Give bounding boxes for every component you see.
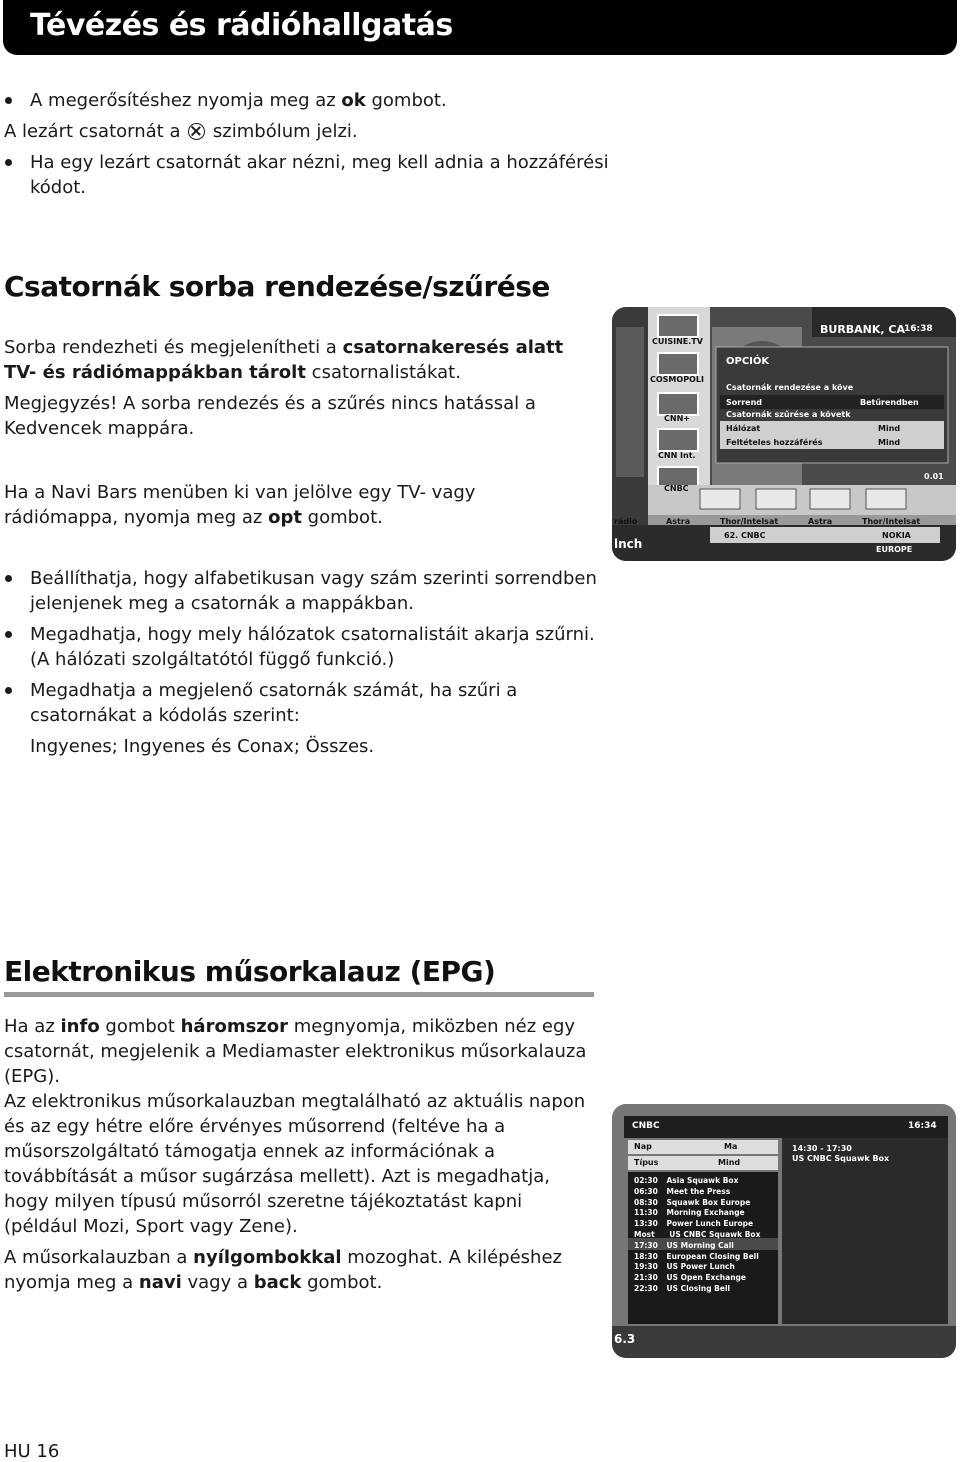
satellite-label: Astra bbox=[666, 517, 691, 526]
sort-bullet-network: Megadhatja, hogy mely hálózatok csatornalistáit akarja szűrni. (A hálózati szolgáltatótól függő funkció.) bbox=[4, 622, 604, 672]
channel-label: CNN+ bbox=[664, 414, 690, 423]
menu-row-value: Mind bbox=[878, 438, 901, 447]
sort-bullets bbox=[4, 566, 604, 759]
navi-paragraph: Ha a Navi Bars menüben ki van jelölve egy TV- vagy rádiómappa, nyomja meg az opt gombot. bbox=[4, 482, 476, 528]
menu-title: OPCIÓK bbox=[726, 356, 770, 367]
intro-bullet-locked: Ha egy lezárt csatornát akar nézni, meg kell adnia a hozzáférési kódot. bbox=[4, 150, 614, 200]
epg-bottom-partial: 6.3 bbox=[614, 1332, 636, 1346]
menu-row-label: Feltételes hozzáférés bbox=[726, 438, 823, 447]
menu-row-label: Csatornák szűrése a követk bbox=[726, 410, 851, 419]
epg-clock: 16:34 bbox=[908, 1121, 937, 1131]
list-item[interactable]: 11:30 Morning Exchange bbox=[634, 1208, 745, 1218]
list-item[interactable]: 19:30 US Power Lunch bbox=[634, 1262, 735, 1272]
channel-label: CUISINE.TV bbox=[652, 337, 703, 346]
location-label: BURBANK, CA bbox=[820, 323, 906, 336]
menu-row-label: Sorrend bbox=[726, 398, 762, 407]
clock-label: 16:38 bbox=[904, 324, 933, 334]
list-item[interactable]: 22:30 US Closing Bell bbox=[634, 1283, 731, 1293]
brand-label: NOKIA bbox=[882, 531, 911, 540]
list-item[interactable]: 08:30 Squawk Box Europe bbox=[634, 1197, 751, 1207]
list-item-current[interactable]: Most US CNBC Squawk Box bbox=[634, 1229, 761, 1239]
menu-row-value: Mind bbox=[878, 424, 901, 433]
sort-paragraph: Sorba rendezheti és megjelenítheti a csatornakeresés alatt TV- és rádiómappákban tárolt csatornalistákat. bbox=[4, 337, 564, 383]
menu-row-label: Csatornák rendezése a köve bbox=[726, 383, 854, 392]
list-item[interactable]: 02:30 Asia Squawk Box bbox=[634, 1176, 739, 1185]
radio-folder-label: rádio bbox=[614, 517, 638, 526]
satellite-label: Thor/Intelsat bbox=[862, 517, 921, 526]
epg-text-block bbox=[4, 1014, 596, 1295]
locked-note: A lezárt csatornát a szimbólum jelzi. bbox=[4, 121, 358, 142]
satellite-label: Thor/Intelsat bbox=[720, 517, 779, 526]
list-item[interactable]: 13:30 Power Lunch Europe bbox=[634, 1219, 754, 1229]
epg-filter-type-value: Mind bbox=[718, 1158, 741, 1167]
epg-screenshot bbox=[612, 1104, 956, 1358]
left-partial-label: lnch bbox=[614, 537, 643, 551]
section-sort-intro bbox=[4, 335, 594, 441]
list-item[interactable]: 21:30 US Open Exchange bbox=[634, 1273, 746, 1283]
page-title: Tévézés és rádióhallgatás bbox=[30, 8, 453, 43]
lock-cross-icon bbox=[188, 123, 205, 140]
encoding-options: Ingyenes; Ingyenes és Conax; Összes. bbox=[30, 736, 375, 757]
intro-bullet-confirm: A megerősítéshez nyomja meg az ok gombot. bbox=[4, 88, 614, 113]
navi-paragraph-block bbox=[4, 480, 594, 530]
epg-filter-type-label: Típus bbox=[634, 1158, 659, 1167]
current-channel-label: 62. CNBC bbox=[724, 531, 766, 540]
channel-label: COSMOPOLI bbox=[650, 375, 704, 384]
channel-label: CNN Int. bbox=[658, 451, 696, 460]
epg-paragraph-open: Ha az info gombot háromszor megnyomja, miközben néz egy csatornát, megjelenik a Mediamaster elektronikus műsorkalauza (EPG). bbox=[4, 1016, 587, 1087]
channel-label: CNBC bbox=[664, 484, 689, 493]
ticker-value: 0.01 bbox=[924, 472, 944, 481]
epg-channel: CNBC bbox=[632, 1121, 660, 1131]
sort-bullet-order: Beállíthatja, hogy alfabetikusan vagy szám szerinti sorrendben jelenjenek meg a csatornák a mappákban. bbox=[4, 566, 604, 616]
satellite-label: Astra bbox=[808, 517, 833, 526]
epg-paragraph-navigation: A műsorkalauzban a nyílgombokkal mozoghat. A kilépéshez nyomja meg a navi vagy a back gombot. bbox=[4, 1247, 562, 1293]
sort-note: Megjegyzés! A sorba rendezés és a szűrés nincs hatással a Kedvencek mappára. bbox=[4, 393, 536, 439]
section-epg-rule bbox=[4, 992, 594, 997]
page-number: HU 16 bbox=[4, 1441, 60, 1462]
epg-detail-time: 14:30 - 17:30 bbox=[792, 1144, 852, 1153]
section-epg-heading: Elektronikus műsorkalauz (EPG) bbox=[4, 955, 496, 988]
epg-filter-day-value: Ma bbox=[724, 1142, 738, 1151]
epg-paragraph-content: Az elektronikus műsorkalauzban megtalálható az aktuális napon és az egy hétre előre érvényes műsorrend (feltéve ha a műsorszolgáltató támogatja ennek az információnak a továbbítását a műsor sugárzása mellett). Azt is megadhatja, hogy milyen típusú műsorról szeretne tájékoztatást kapni (például Mozi, Sport vagy Zene). bbox=[4, 1091, 586, 1237]
page-title-bar bbox=[3, 0, 957, 55]
list-item[interactable]: 17:30 US Morning Call bbox=[634, 1240, 734, 1250]
epg-detail-title: US CNBC Squawk Box bbox=[792, 1154, 890, 1163]
list-item[interactable]: 06:30 Meet the Press bbox=[634, 1186, 731, 1196]
region-label: EUROPE bbox=[876, 545, 913, 554]
intro-block bbox=[4, 88, 614, 200]
menu-row-label: Hálózat bbox=[726, 424, 761, 433]
epg-filter-day-label: Nap bbox=[634, 1142, 652, 1151]
epg-schedule-list bbox=[634, 1176, 760, 1295]
section-sort-heading: Csatornák sorba rendezése/szűrése bbox=[4, 270, 550, 303]
menu-row-value: Betűrendben bbox=[860, 398, 919, 407]
list-item[interactable]: 18:30 European Closing Bell bbox=[634, 1251, 759, 1261]
options-menu-screenshot bbox=[612, 307, 956, 561]
sort-bullet-encoding: Megadhatja a megjelenő csatornák számát, ha szűri a csatornákat a kódolás szerint: bbox=[4, 678, 604, 728]
